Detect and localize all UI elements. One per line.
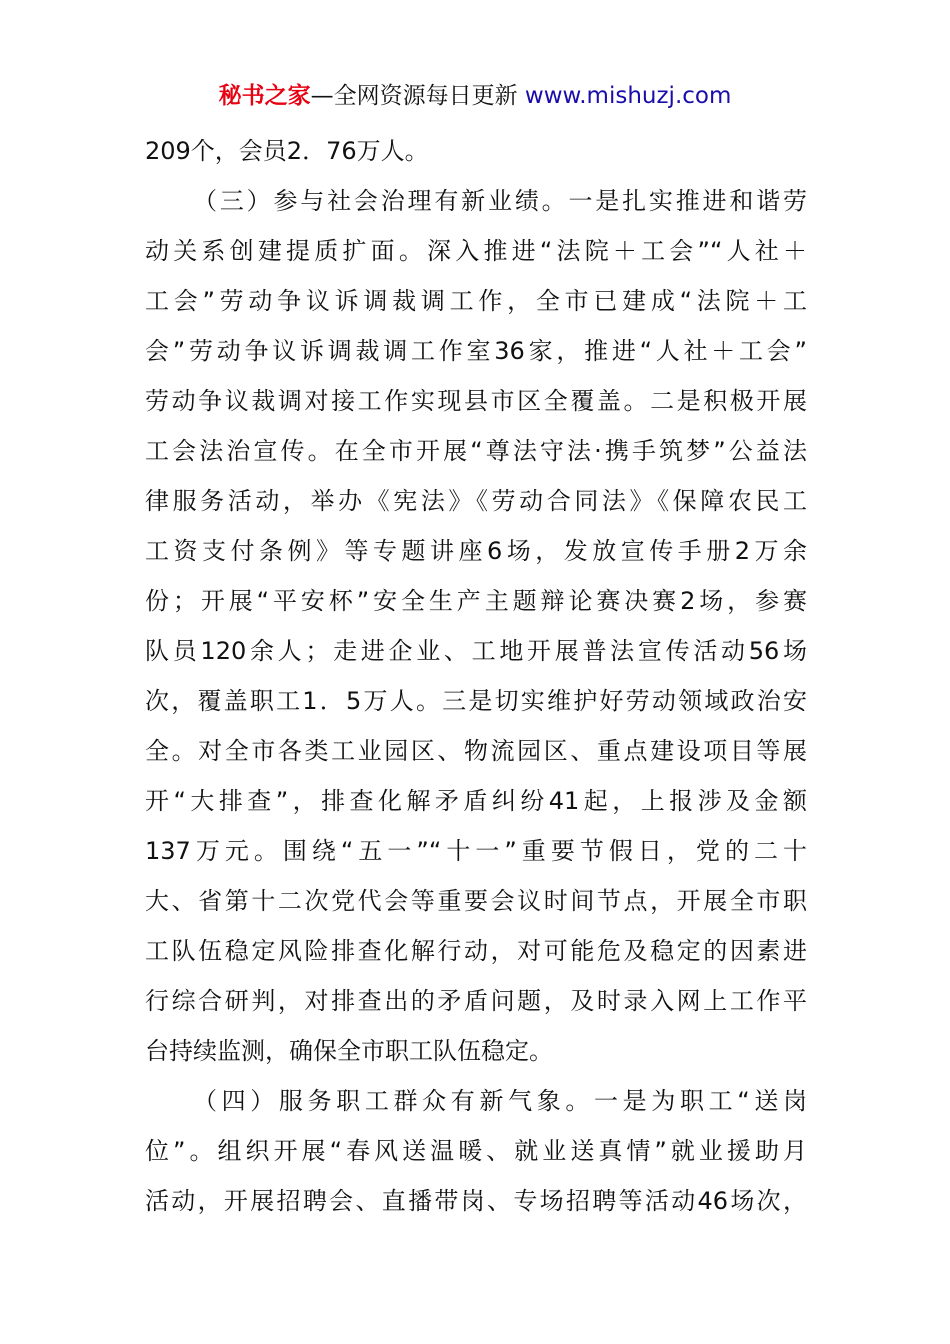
paragraph-start-line: （四）服务职工群众有新气象。一是为职工“送岗 <box>193 1087 807 1115</box>
text-line: 工资支付条例》等专题讲座6场，发放宣传手册2万余 <box>145 537 807 565</box>
text-line: 行综合研判，对排查出的矛盾问题，及时录入网上工作平 <box>145 987 807 1015</box>
text-line: 次，覆盖职工1．5万人。三是切实维护好劳动领域政治安 <box>145 687 807 715</box>
site-url-link[interactable]: www.mishuzj.com <box>524 83 732 109</box>
text-line: 活动，开展招聘会、直播带岗、专场招聘等活动46场次， <box>145 1187 807 1215</box>
text-line: 动关系创建提质扩面。深入推进“法院＋工会”“人社＋ <box>145 237 807 265</box>
text-line: 137万元。围绕“五一”“十一”重要节假日，党的二十 <box>145 837 807 865</box>
text-line: 全。对全市各类工业园区、物流园区、重点建设项目等展 <box>145 737 807 765</box>
paragraph-start-line: （三）参与社会治理有新业绩。一是扎实推进和谐劳 <box>193 187 807 215</box>
text-line: 份；开展“平安杯”安全生产主题辩论赛决赛2场，参赛 <box>145 587 807 615</box>
text-line: 工队伍稳定风险排查化解行动，对可能危及稳定的因素进 <box>145 937 807 965</box>
text-line: 大、省第十二次党代会等重要会议时间节点，开展全市职 <box>145 887 807 915</box>
text-line: 开“大排查”，排查化解矛盾纠纷41起，上报涉及金额 <box>145 787 807 815</box>
site-header <box>0 80 950 112</box>
text-line: 工会”劳动争议诉调裁调工作，全市已建成“法院＋工 <box>145 287 807 315</box>
text-line: 位”。组织开展“春风送温暖、就业送真情”就业援助月 <box>145 1137 807 1165</box>
text-line: 律服务活动，举办《宪法》《劳动合同法》《保障农民工 <box>145 487 807 515</box>
text-line: 队员120余人；走进企业、工地开展普法宣传活动56场 <box>145 637 807 665</box>
text-line: 会”劳动争议诉调裁调工作室36家，推进“人社＋工会” <box>145 337 807 365</box>
text-line: 工会法治宣传。在全市开展“尊法守法·携手筑梦”公益法 <box>145 437 807 465</box>
text-line: 劳动争议裁调对接工作实现县市区全覆盖。二是积极开展 <box>145 387 807 415</box>
document-body <box>145 126 807 1226</box>
header-tagline: —全网资源每日更新 <box>310 83 525 109</box>
brand-name: 秘书之家 <box>218 83 311 109</box>
paragraph-end-line: 台持续监测，确保全市职工队伍稳定。 <box>145 1037 553 1065</box>
text-line: 209个，会员2．76万人。 <box>145 137 429 165</box>
